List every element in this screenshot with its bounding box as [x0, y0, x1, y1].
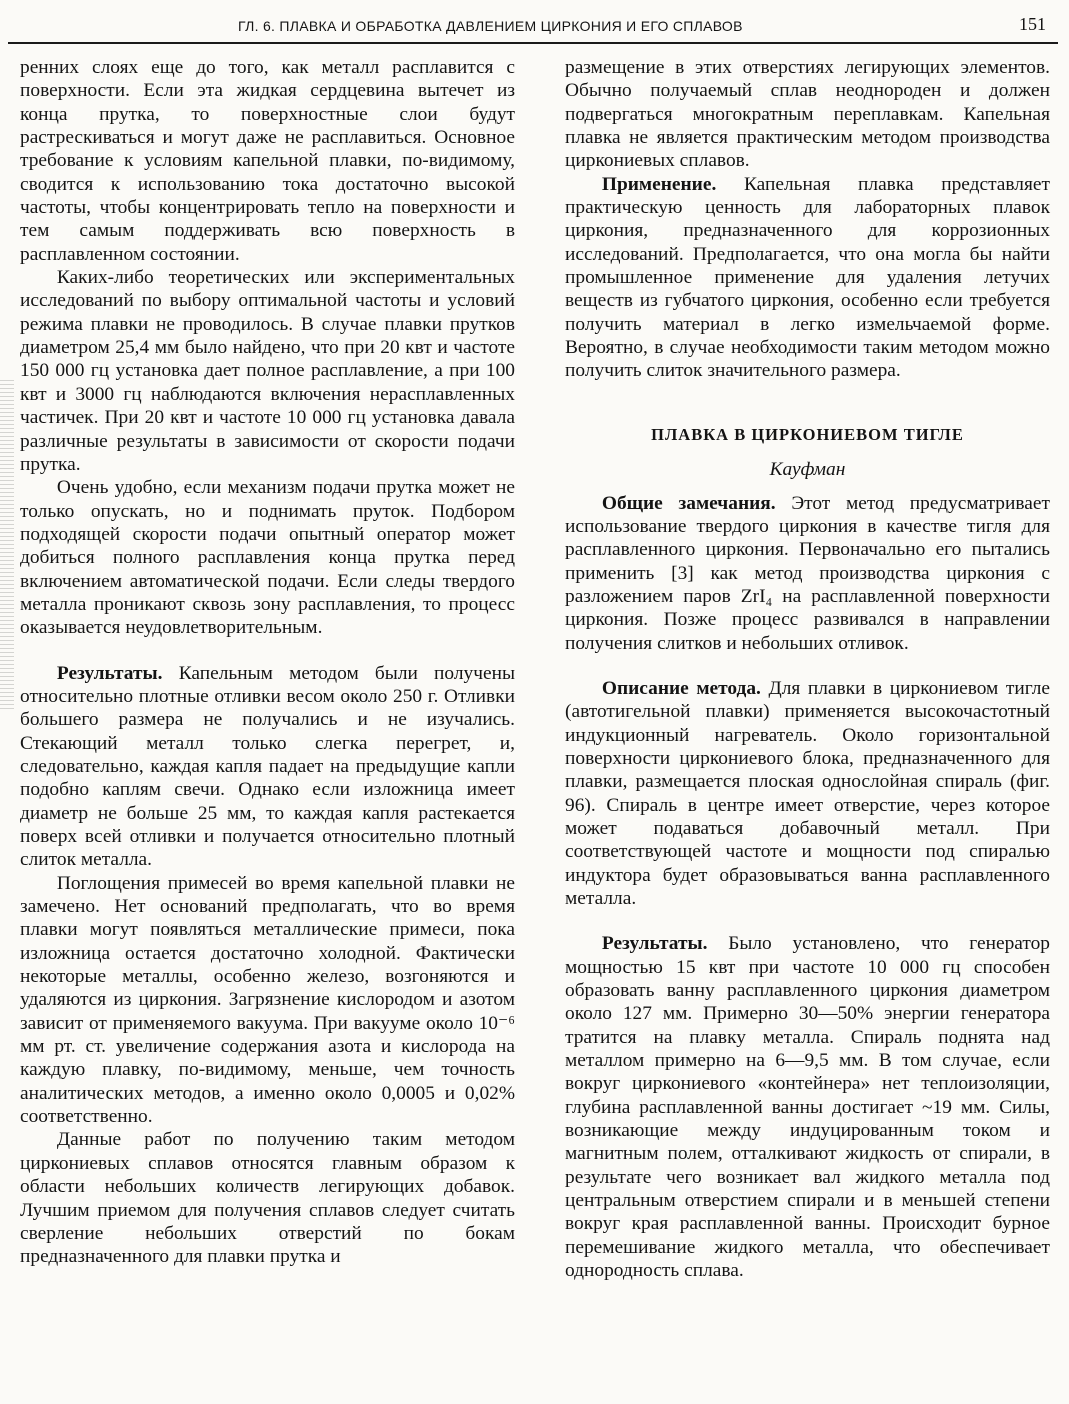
- run-in-heading: Результаты.: [56, 662, 163, 684]
- page-number: 151: [1019, 14, 1046, 34]
- right-column: [565, 56, 1050, 1283]
- run-in-heading: Результаты.: [601, 933, 708, 955]
- author-name: Кауфман: [769, 459, 846, 481]
- left-column: [20, 56, 515, 1269]
- paragraph-general-remarks: [565, 492, 1050, 655]
- paragraph-application: [565, 173, 1050, 383]
- paragraph-text: Этот метод предусматривает использование твердого циркония в качестве тигля для расплавленного циркония. Первоначально его пытались применить [3] как метод производства циркония с разложением паров ZrI₄ на расплавленной поверхности циркония. Позже процесс развивался в направлении получения слитков и небольших отливок.: [565, 492, 1050, 654]
- paragraph-text: Для плавки в циркониевом тигле (автотигельной плавки) применяется высокочастотный индукционный нагреватель. Около горизонтальной поверхности циркониевого блока, предназначенного для плавки, размещается плоская однослойная спираль (фиг. 96). Спираль в центре имеет отверстие, через которое может подаваться добавочный металл. При соответствующей частоте и мощности под спиралью индуктора будет образовываться ванна расплавленного металла.: [565, 677, 1050, 909]
- paragraph-text: Было установлено, что генератор мощностью 15 квт при частоте 10 000 гц способен образовать ванну расплавленного циркония диаметром около 127 мм. Примерно 30—50% энергии генератора тратится на плавку металла. Спираль поднята над металлом примерно на 6—9,5 мм. В том случае, если вокруг циркониевого «контейнера» нет теплоизоляции, глубина расплавленной ванны достигает ~19 мм. Силы, возникающие между индуцированным током и магнитным полем, отталкивают жидкость от спирали, в результате чего возникает вал жидкого металла под центральным отверстием спирали и в меньшей степени вокруг края расплавленной ванны. Происходит бурное перемешивание жидкого металла, что обеспечивает однородность сплава.: [565, 933, 1050, 1282]
- scan-edge-artifact: [0, 380, 14, 710]
- paragraph: размещение в этих отверстиях легирующих элементов. Обычно получаемый сплав неоднороден и должен подвергаться многократным переплавкам. Капельная плавка не является практическим методом производства циркониевых сплавов.: [565, 57, 1050, 172]
- paragraph: Каких-либо теоретических или экспериментальных исследований по выбору оптимальной частоты и условий режима плавки не проводилось. В случае плавки прутков диаметром 25,4 мм было найдено, что при 20 квт и частоте 150 000 гц установка дает полное расплавление, а при 100 квт и 3000 гц наблюдаются включения нерасплавленных частичек. При 20 квт и частоте 10 000 гц установка давала различные результаты в зависимости от скорости подачи прутка.: [20, 267, 515, 475]
- paragraph-results: [565, 932, 1050, 1282]
- paragraph-results: [20, 662, 515, 872]
- paragraph: Поглощения примесей во время капельной плавки не замечено. Нет оснований предполагать, что во время плавки могут появляться металлические примеси, пока изложница остается достаточно холодной. Фактически некоторые металлы, особенно железо, возгоняются и удаляются из циркония. Загрязнение кислородом и азотом зависит от применяемого вакуума. При вакууме около 10⁻⁶ мм рт. ст. увеличение содержания азота и кислорода на каждую плавку, по-видимому, меньше, чем точность аналитических методов, а именно около 0,0005 и 0,02% соответственно.: [20, 872, 515, 1128]
- run-in-heading: Общие замечания.: [601, 492, 776, 514]
- run-in-heading: Применение.: [601, 173, 717, 195]
- paragraph: Данные работ по получению таким методом циркониевых сплавов относятся главным образом к области небольших количеств легирующих добавок. Лучшим приемом для получения сплавов следует считать сверление небольших отверстий по бокам предназначенного для плавки прутка и: [20, 1129, 515, 1268]
- paragraph-text: Капельная плавка представляет практическую ценность для лабораторных плавок циркония, предназначенного для коррозионных исследований. Предполагается, что она могла бы найти промышленное применение для удаления летучих веществ из губчатого циркония, особенно если требуется получить материал в легко измельчаемой форме. Вероятно, в случае необходимости таким методом можно получить слиток значительного размера.: [565, 173, 1050, 382]
- paragraph: Очень удобно, если механизм подачи прутка может не только опускать, но и поднимать пруток. Подбором подходящей скорости подачи опытный оператор может добиться полного расплавления конца прутка перед включением автоматической подачи. Если следы твердого металла проникают сквозь зону расплавления, то процесс оказывается неудовлетворительным.: [20, 477, 515, 639]
- section-title: ПЛАВКА В ЦИРКОНИЕВОМ ТИГЛЕ: [651, 424, 964, 444]
- header-title: ГЛ. 6. ПЛАВКА И ОБРАБОТКА ДАВЛЕНИЕМ ЦИРКОНИЯ И ЕГО СПЛАВОВ: [238, 18, 743, 34]
- paragraph-method-description: [565, 677, 1050, 910]
- paragraph: ренних слоях еще до того, как металл расплавится с поверхности. Если эта жидкая сердцевина вытечет из конца прутка, то поверхностные слои будут растрескиваться и могут даже не расплавиться. Основное требование к условиям капельной плавки, по-видимому, сводится к использованию тока достаточно высокой частоты, чтобы концентрировать тепло на поверхности и тем самым поддерживать всю поверхность в расплавленном состоянии.: [20, 57, 515, 265]
- paragraph-text: Капельным методом были получены относительно плотные отливки весом около 250 г. Отливки большего размера не получались и не изучались. Стекающий металл только слегка перегрет, и, следовательно, каждая капля падает на предыдущие капли подобно каплям свечи. Однако если изложница имеет диаметр не больше 25 мм, то каждая капля растекается поверх всей отливки и получается относительно плотный слиток металла.: [20, 662, 515, 871]
- running-header: [8, 10, 1058, 44]
- run-in-heading: Описание метода.: [601, 677, 761, 699]
